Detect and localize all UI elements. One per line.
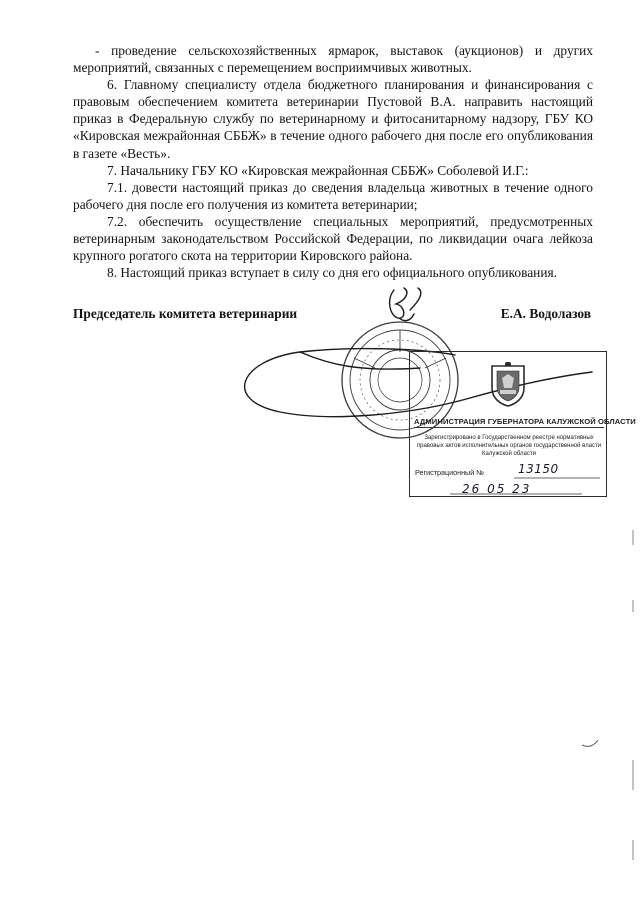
- stamp-number-value: 13150: [518, 462, 559, 476]
- stamp-number-label: Регистрационный №: [415, 468, 484, 477]
- stamp-date: 26 05 23: [462, 482, 532, 496]
- paragraph-6: 6. Главному специалисту отдела бюджетного планирования и финансирования с правовым обеспечением комитета ветеринарии Пустовой В.А. направить настоящий приказ в Федеральную службу по ветеринарному и фитосанитарному надзору, ГБУ КО «Кировская межрайонная СББЖ» в течение одного рабочего дня после его опубликования в газете «Весть».: [73, 77, 593, 161]
- stamp-authority: АДМИНИСТРАЦИЯ ГУБЕРНАТОРА КАЛУЖСКОЙ ОБЛАСТИ: [414, 417, 636, 426]
- paragraph-fairs: - проведение сельскохозяйственных ярмарок, выставок (аукционов) и других мероприятий, связанных с перемещением восприимчивых животных.: [73, 43, 593, 76]
- stamp-registration-note: Зарегистрировано в Государственном реестре нормативных правовых актов исполнительных органов государственной власти Калужской области: [416, 435, 602, 457]
- signatory-title: Председатель комитета ветеринарии: [73, 306, 298, 321]
- signatory-name: Е.А. Водолазов: [500, 306, 591, 321]
- paragraph-8: 8. Настоящий приказ вступает в силу со дня его официального опубликования.: [107, 265, 557, 281]
- paragraph-7: 7. Начальнику ГБУ КО «Кировская межрайонная СББЖ» Соболевой И.Г.:: [107, 162, 529, 178]
- paragraph-7-2: 7.2. обеспечить осуществление специальных мероприятий, предусмотренных ветеринарным законодательством Российской Федерации, по ликвидации очага лейкоза крупного рогатого скота на территории Кировского района.: [73, 213, 593, 264]
- paragraph-7-1: 7.1. довести настоящий приказ до сведения владельца животных в течение одного рабочего дня после его получения из комитета ветеринарии;: [73, 179, 593, 212]
